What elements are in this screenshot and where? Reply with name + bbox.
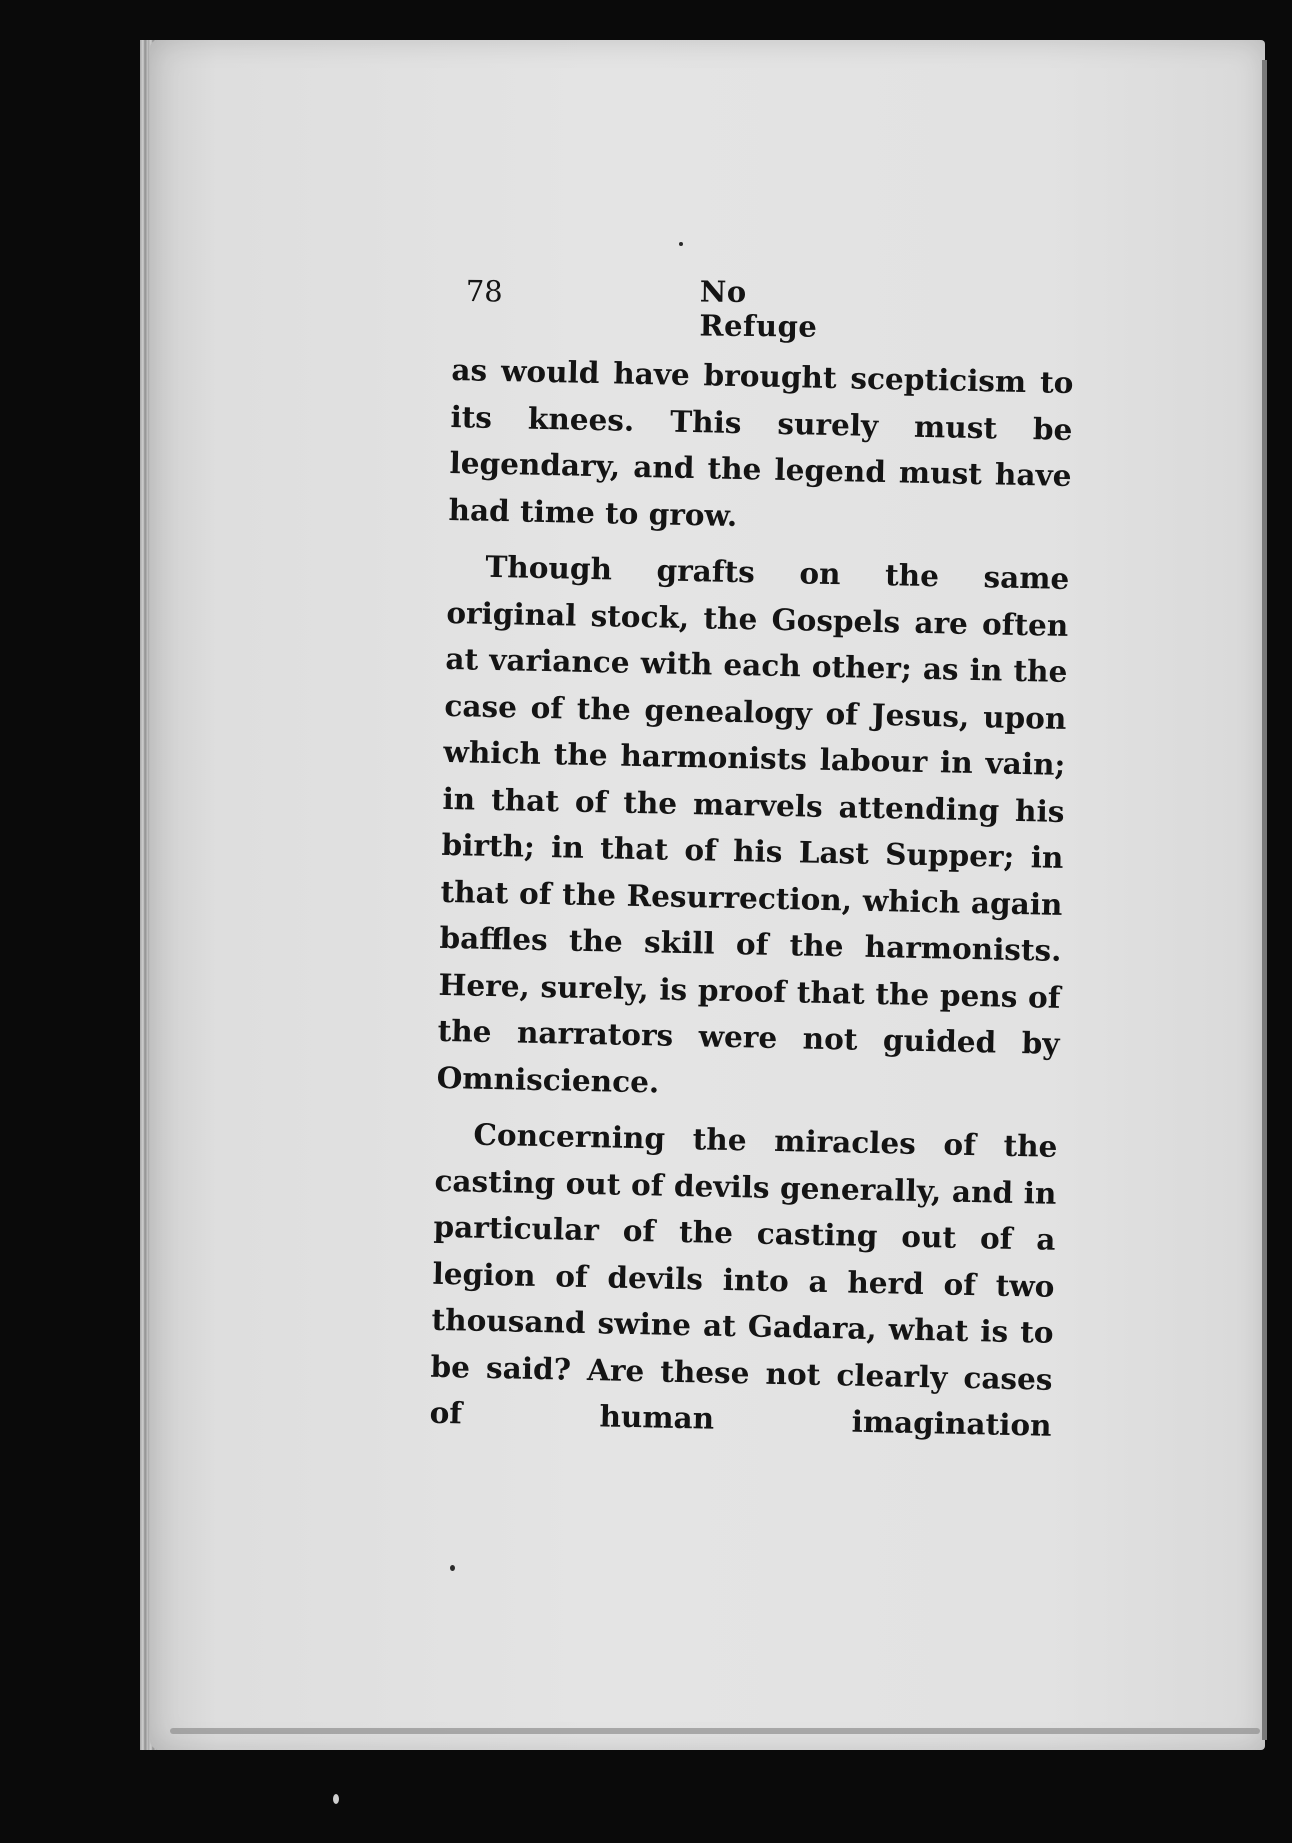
dust-speck: [450, 1565, 455, 1571]
paragraph-3: Concerning the miracles of the casting out of devils generally, and in particular of the casting out of a legion of devils into a herd of two thousand swine at Gadara, what is to be said? Are these not clearly cases of human imagination: [429, 1116, 1058, 1443]
page-number: 78: [465, 274, 503, 309]
page-header: [465, 274, 866, 344]
body-text: [429, 347, 1074, 1459]
running-head: No Refuge: [699, 274, 818, 344]
dust-speck: [333, 1794, 339, 1804]
page-bottom-edge: [170, 1728, 1260, 1734]
paragraph-2: Though grafts on the same original stock, the Gospels are often at variance with each other; as in the case of the genealogy of Jesus, upon which the harmonists labour in vain; in that of the marvels attending his birth; in that of his Last Supper; in that of the Resurrection, which again baffles the skill of the harmonists. Here, surely, is proof that the pens of the narrators were not guided by Omniscience.: [436, 548, 1070, 1099]
page-right-edge: [1262, 60, 1267, 1740]
dust-speck: [679, 242, 683, 246]
paragraph-1: as would have brought scepticism to its knees. This surely must be legendary, and the legend must have had time to grow.: [448, 351, 1074, 533]
